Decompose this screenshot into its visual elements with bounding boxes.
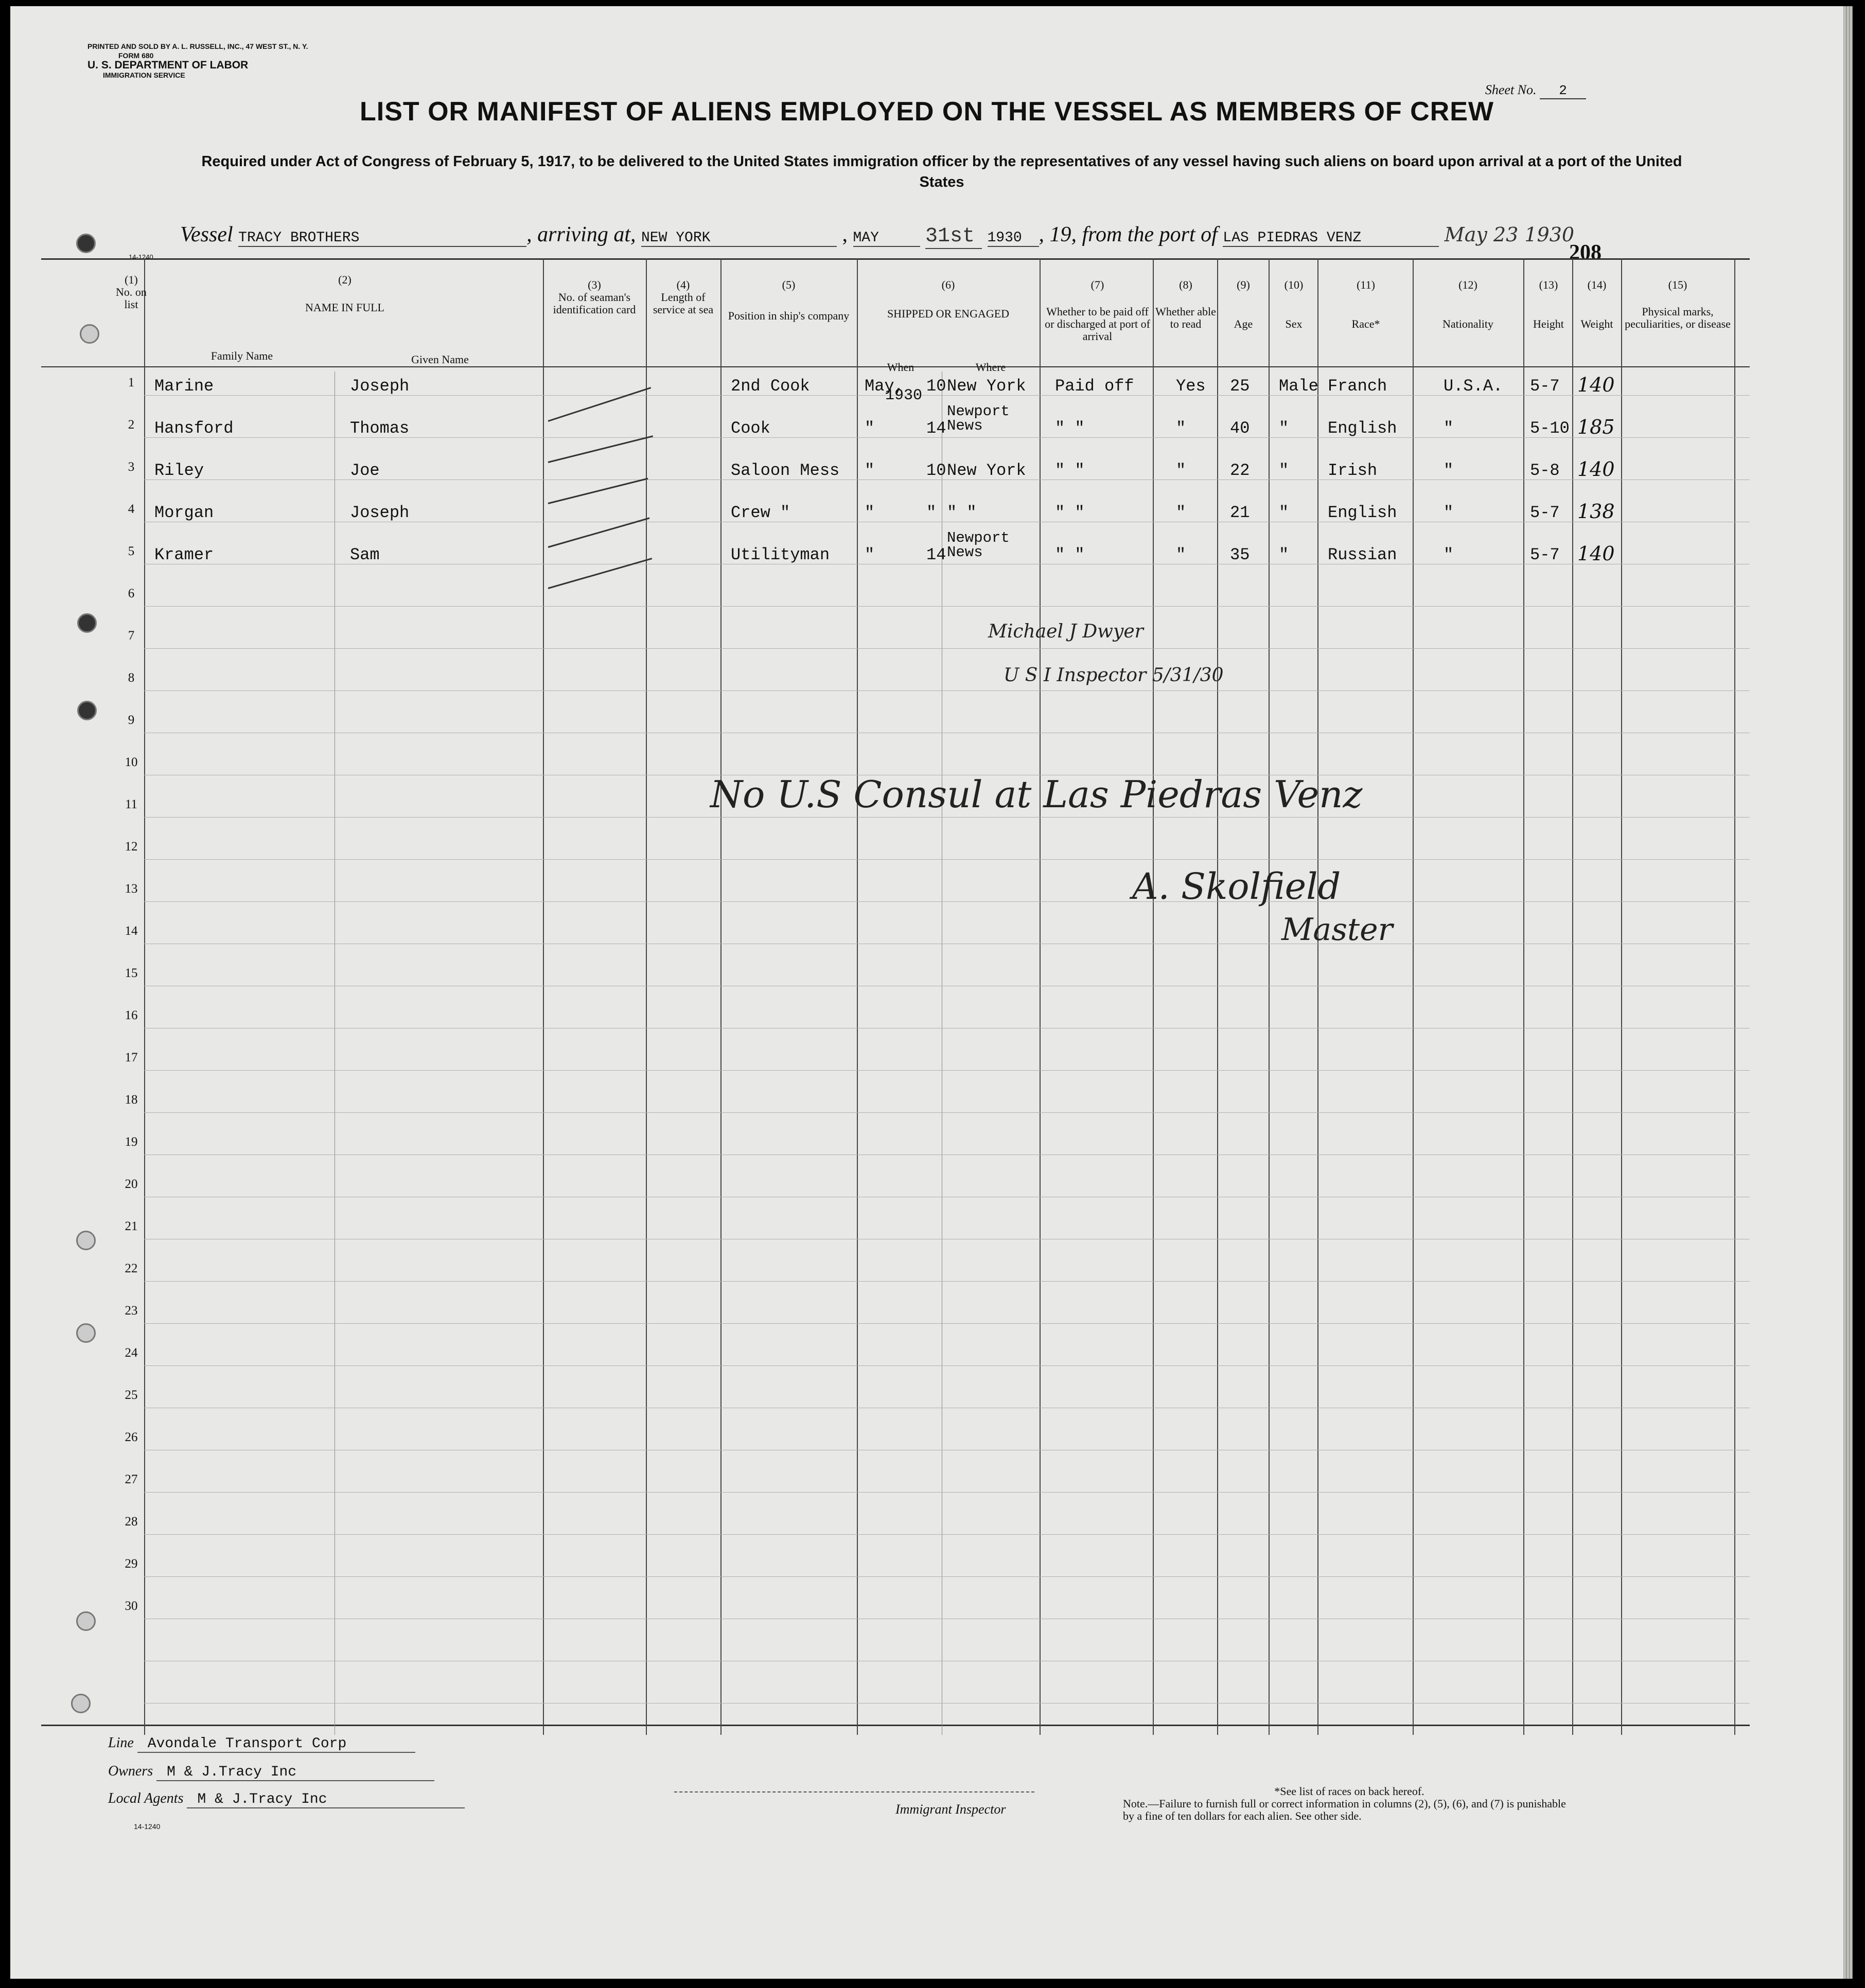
row-number: 5	[128, 544, 135, 558]
paid-off-cell: " "	[1055, 503, 1085, 522]
when-day-cell: "	[926, 503, 937, 522]
col12-header: (12) Nationality	[1442, 278, 1493, 330]
row-number: 26	[125, 1430, 138, 1444]
owners-value: M & J.Tracy Inc	[156, 1764, 434, 1781]
page-title: LIST OR MANIFEST OF ALIENS EMPLOYED ON THE VESSEL AS MEMBERS OF CREW	[360, 97, 1494, 127]
height-cell: 5-7	[1530, 503, 1560, 522]
arrival-year: 1930	[988, 230, 1039, 247]
row-number: 6	[128, 587, 135, 600]
where-cell: Newport News	[947, 403, 1010, 434]
check-stroke	[548, 387, 652, 422]
able-to-read-cell: "	[1176, 503, 1186, 522]
where-cell: " "	[947, 503, 977, 522]
agents-value: M & J.Tracy Inc	[187, 1791, 465, 1808]
row-number: 14	[125, 924, 138, 938]
nationality-cell: "	[1444, 419, 1454, 438]
height-cell: 5-8	[1530, 461, 1560, 480]
col8-header: (8) Whether able to read	[1155, 278, 1216, 330]
footer-owners: Owners M & J.Tracy Inc	[108, 1763, 434, 1781]
from-label: , from the port of	[1071, 223, 1218, 246]
sex-cell: "	[1279, 545, 1289, 564]
inspector-label: Immigrant Inspector	[895, 1802, 1006, 1817]
arrival-month: MAY	[853, 230, 920, 247]
family-name-cell: Marine	[154, 377, 214, 396]
sheet-number-value: 2	[1540, 83, 1586, 99]
department: U. S. DEPARTMENT OF LABOR	[87, 59, 249, 71]
row-number: 24	[125, 1346, 138, 1360]
nationality-cell: "	[1444, 545, 1454, 564]
age-cell: 22	[1230, 461, 1250, 480]
when-header: When	[887, 361, 914, 374]
vessel-label: Vessel	[180, 223, 233, 246]
when-month-cell: "	[865, 419, 875, 438]
weight-cell: 140	[1577, 458, 1615, 481]
height-cell: 5-10	[1530, 419, 1570, 438]
sheet-number-label: Sheet No.	[1485, 82, 1537, 97]
given-name-cell: Joseph	[350, 503, 410, 522]
age-cell: 35	[1230, 545, 1250, 564]
consul-note: No U.S Consul at Las Piedras Venz	[710, 773, 1363, 816]
nationality-cell: "	[1444, 503, 1454, 522]
row-number: 7	[128, 629, 135, 643]
check-stroke	[548, 478, 648, 504]
family-name-cell: Morgan	[154, 503, 214, 522]
year-label: , 19	[1039, 223, 1071, 246]
height-cell: 5-7	[1530, 377, 1560, 396]
where-cell: New York	[947, 461, 1026, 480]
when-month-cell: "	[865, 545, 875, 564]
inspector-title: U S I Inspector 5/31/30	[1004, 665, 1224, 686]
service: IMMIGRATION SERVICE	[103, 71, 185, 79]
when-day-cell: 14	[926, 545, 946, 564]
voyage-line: Vessel TRACY BROTHERS , arriving at, NEW YORK , MAY 31st 1930 , 19, from the port of LAS PIEDRAS VENZ May 23 1930	[180, 223, 1575, 248]
col11-header: (11) Race*	[1351, 278, 1380, 330]
page-subtitle: Required under Act of Congress of February 5, 1917, to be delivered to the United States immigration officer by the representatives of any vessel having such aliens on board upon arrival at a port of the United States	[201, 153, 1682, 190]
age-cell: 21	[1230, 503, 1250, 522]
race-cell: Irish	[1328, 461, 1378, 480]
able-to-read-cell: Yes	[1176, 377, 1206, 396]
position-cell: Cook	[731, 419, 770, 438]
departure-date: May 23 1930	[1444, 223, 1575, 246]
arrival-day: 31st	[925, 225, 982, 249]
given-name-cell: Joe	[350, 461, 380, 480]
row-number: 19	[125, 1135, 138, 1149]
able-to-read-cell: "	[1176, 419, 1186, 438]
when-day-cell: 10	[926, 461, 946, 480]
row-number: 11	[125, 797, 138, 811]
given-name-header: Given Name	[411, 353, 469, 366]
col4-header: (4) Length of service at sea	[653, 278, 714, 316]
race-cell: Franch	[1328, 377, 1387, 396]
age-cell: 25	[1230, 377, 1250, 396]
row-number: 17	[125, 1051, 138, 1064]
when-day-cell: 10	[926, 377, 946, 396]
position-cell: 2nd Cook	[731, 377, 810, 396]
inspector-name: Michael J Dwyer	[988, 621, 1143, 642]
family-name-cell: Riley	[154, 461, 204, 480]
form-number: FORM 680	[118, 51, 154, 60]
row-number: 8	[128, 671, 135, 685]
row-number: 10	[125, 755, 138, 769]
line-value: Avondale Transport Corp	[137, 1736, 415, 1753]
row-number: 27	[125, 1472, 138, 1486]
family-name-header: Family Name	[210, 349, 273, 362]
races-note: *See list of races on back hereof.	[1274, 1785, 1424, 1798]
row-number: 23	[125, 1304, 138, 1318]
punch-hole	[76, 234, 96, 253]
row-number: 4	[128, 502, 135, 516]
row-number: 15	[125, 966, 138, 980]
col10-header: (10) Sex	[1284, 278, 1304, 330]
col5-header: (5) Position in ship's company	[728, 278, 850, 322]
family-name-cell: Kramer	[154, 545, 214, 564]
height-cell: 5-7	[1530, 545, 1560, 564]
given-name-cell: Thomas	[350, 419, 410, 438]
year-1930: 1930	[885, 387, 923, 404]
sex-cell: "	[1279, 419, 1289, 438]
master-signature: A. Skolfield	[1132, 865, 1341, 908]
position-cell: Saloon Mess	[731, 461, 840, 480]
arrival-port: NEW YORK	[641, 230, 837, 247]
paid-off-cell: Paid off	[1055, 377, 1134, 396]
arriving-label: , arriving at,	[526, 223, 636, 246]
page-edge	[1843, 6, 1853, 1979]
col1-header: (1) No. on list	[116, 273, 147, 311]
position-cell: Crew "	[731, 503, 790, 522]
where-cell: New York	[947, 377, 1026, 396]
inspector-signature-line	[674, 1791, 1034, 1792]
crew-table	[41, 258, 1750, 1735]
footer-agents: Local Agents M & J.Tracy Inc	[108, 1790, 465, 1808]
col6-header: (6) SHIPPED OR ENGAGED	[887, 278, 1010, 320]
col7-header: (7) Whether to be paid off or discharged at port of arrival	[1045, 278, 1150, 343]
stamp-code-bottom: 14-1240	[134, 1822, 161, 1831]
check-stroke	[548, 558, 653, 589]
paid-off-cell: " "	[1055, 545, 1085, 564]
row-number: 9	[128, 713, 135, 727]
row-number: 28	[125, 1515, 138, 1529]
row-number: 1	[128, 376, 135, 389]
row-number: 2	[128, 418, 135, 432]
row-number: 18	[125, 1093, 138, 1107]
given-name-cell: Sam	[350, 545, 380, 564]
family-name-cell: Hansford	[154, 419, 234, 438]
row-number: 22	[125, 1262, 138, 1275]
weight-cell: 140	[1577, 542, 1615, 565]
penalty-note: Note.—Failure to furnish full or correct information in columns (2), (5), (6), and (7) is punishable by a fine of ten dollars for each alien. See other side.	[1123, 1797, 1566, 1822]
col9-header: (9) Age	[1234, 278, 1253, 330]
col14-header: (14) Weight	[1580, 278, 1613, 330]
row-number: 25	[125, 1388, 138, 1402]
printer-line: PRINTED AND SOLD BY A. L. RUSSELL, INC., 47 WEST ST., N. Y.	[87, 42, 308, 50]
col2-header: (2) NAME IN FULL	[305, 273, 384, 314]
when-month-cell: "	[865, 503, 875, 522]
weight-cell: 140	[1577, 374, 1615, 396]
col13-header: (13) Height	[1533, 278, 1564, 330]
where-cell: Newport News	[947, 529, 1010, 561]
file-number: 208	[1569, 241, 1602, 264]
col15-header: (15) Physical marks, peculiarities, or disease	[1625, 278, 1731, 330]
race-cell: Russian	[1328, 545, 1397, 564]
when-month-cell: "	[865, 461, 875, 480]
where-header: Where	[975, 361, 1006, 374]
weight-cell: 185	[1577, 416, 1615, 438]
able-to-read-cell: "	[1176, 545, 1186, 564]
when-month-cell: May,	[865, 377, 904, 396]
manifest-sheet	[10, 6, 1853, 1979]
age-cell: 40	[1230, 419, 1250, 438]
given-name-cell: Joseph	[350, 377, 410, 396]
row-number: 21	[125, 1219, 138, 1233]
stamp-code-top: 14-1240	[129, 253, 153, 261]
vessel-name: TRACY BROTHERS	[238, 230, 526, 247]
able-to-read-cell: "	[1176, 461, 1186, 480]
sex-cell: "	[1279, 461, 1289, 480]
nationality-cell: "	[1444, 461, 1454, 480]
row-number: 13	[125, 882, 138, 896]
paid-off-cell: " "	[1055, 419, 1085, 438]
row-number: 16	[125, 1008, 138, 1022]
row-number: 30	[125, 1599, 138, 1613]
departure-port: LAS PIEDRAS VENZ	[1223, 230, 1439, 247]
race-cell: English	[1328, 419, 1397, 438]
nationality-cell: U.S.A.	[1444, 377, 1503, 396]
col3-header: (3) No. of seaman's identification card	[553, 278, 636, 316]
when-day-cell: 14	[926, 419, 946, 438]
footer-line: Line Avondale Transport Corp	[108, 1735, 415, 1753]
footnote	[1123, 1785, 1576, 1822]
master-title: Master	[1281, 912, 1393, 948]
row-number: 29	[125, 1557, 138, 1571]
row-number: 12	[125, 840, 138, 854]
race-cell: English	[1328, 503, 1397, 522]
paid-off-cell: " "	[1055, 461, 1085, 480]
position-cell: Utilityman	[731, 545, 830, 564]
weight-cell: 138	[1577, 500, 1615, 523]
row-number: 20	[125, 1177, 138, 1191]
sex-cell: Male	[1279, 377, 1318, 396]
check-stroke	[548, 435, 653, 463]
sex-cell: "	[1279, 503, 1289, 522]
row-number: 3	[128, 460, 135, 474]
